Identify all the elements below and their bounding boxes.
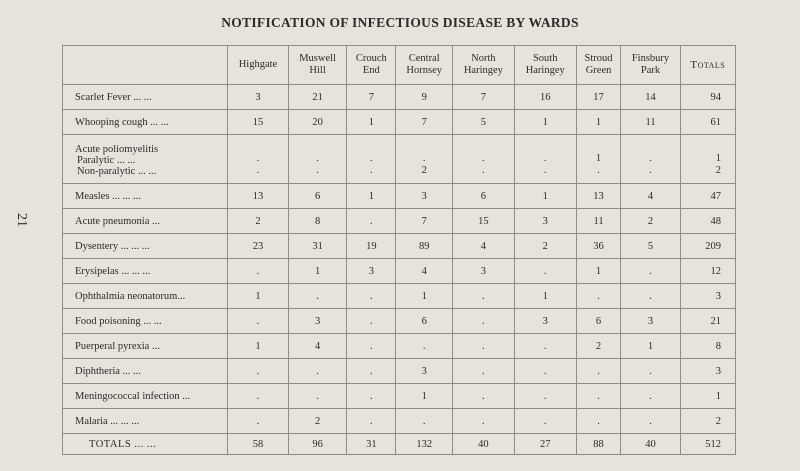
polio-nonparalytic-value: . — [370, 165, 373, 176]
table-row-polio — [63, 135, 736, 184]
header-south-haringey: South Haringey — [514, 46, 576, 85]
row-total: 12 — [680, 259, 735, 284]
cell-polio — [288, 135, 346, 184]
cell-polio — [347, 135, 396, 184]
cell: 6 — [396, 309, 452, 334]
column-total: 132 — [396, 434, 452, 455]
cell: 7 — [452, 85, 514, 110]
cell: . — [452, 334, 514, 359]
cell: 7 — [396, 110, 452, 135]
polio-nonparalytic-total: 2 — [715, 165, 721, 176]
cell: . — [621, 384, 680, 409]
row-total: 3 — [680, 284, 735, 309]
cell: . — [514, 384, 576, 409]
table-row — [63, 209, 736, 234]
cell: . — [396, 334, 452, 359]
cell: . — [288, 359, 346, 384]
cell: 3 — [514, 309, 576, 334]
cell: 3 — [621, 309, 680, 334]
cell: . — [347, 409, 396, 434]
table-row — [63, 110, 736, 135]
cell: 2 — [514, 234, 576, 259]
cell: . — [347, 334, 396, 359]
cell: 5 — [452, 110, 514, 135]
cell: 9 — [396, 85, 452, 110]
cell-polio — [621, 135, 680, 184]
header-central-hornsey: Central Hornsey — [396, 46, 452, 85]
table-row — [63, 384, 736, 409]
cell: 1 — [514, 284, 576, 309]
table-row — [63, 85, 736, 110]
cell: . — [228, 359, 289, 384]
cell: 14 — [621, 85, 680, 110]
cell: 7 — [396, 209, 452, 234]
cell: . — [228, 309, 289, 334]
table-row — [63, 359, 736, 384]
cell: 16 — [514, 85, 576, 110]
cell: 11 — [576, 209, 621, 234]
cell: 21 — [288, 85, 346, 110]
cell: 4 — [621, 184, 680, 209]
row-total: 8 — [680, 334, 735, 359]
cell: 3 — [228, 85, 289, 110]
table-row — [63, 184, 736, 209]
cell: 1 — [396, 284, 452, 309]
cell: 3 — [396, 359, 452, 384]
cell: 23 — [228, 234, 289, 259]
cell: . — [228, 384, 289, 409]
table-row — [63, 259, 736, 284]
cell: . — [514, 259, 576, 284]
row-total: 61 — [680, 110, 735, 135]
disease-label: Measles ... ... ... — [63, 184, 228, 209]
cell: 3 — [514, 209, 576, 234]
cell: . — [621, 359, 680, 384]
disease-label: Diphtheria ... ... — [63, 359, 228, 384]
column-total: 96 — [288, 434, 346, 455]
cell: 3 — [452, 259, 514, 284]
cell: 1 — [228, 334, 289, 359]
row-total: 209 — [680, 234, 735, 259]
cell: 3 — [347, 259, 396, 284]
column-total: 40 — [452, 434, 514, 455]
cell: 8 — [288, 209, 346, 234]
row-total: 48 — [680, 209, 735, 234]
cell: 13 — [228, 184, 289, 209]
disease-label: Food poisoning ... ... — [63, 309, 228, 334]
row-total: 1 — [680, 384, 735, 409]
polio-nonparalytic-value: . — [482, 165, 485, 176]
cell: 17 — [576, 85, 621, 110]
disease-label: Dysentery ... ... ... — [63, 234, 228, 259]
cell: 36 — [576, 234, 621, 259]
totals-label: TOTALS ... ... — [63, 434, 228, 455]
cell: 1 — [576, 259, 621, 284]
disease-label: Erysipelas ... ... ... — [63, 259, 228, 284]
cell: . — [396, 409, 452, 434]
cell: . — [621, 284, 680, 309]
header-disease — [63, 46, 228, 85]
table-row — [63, 334, 736, 359]
cell: 2 — [621, 209, 680, 234]
grand-total: 512 — [680, 434, 735, 455]
cell: 31 — [288, 234, 346, 259]
polio-nonparalytic-label: Non-paralytic ... ... — [77, 166, 157, 177]
table-row — [63, 409, 736, 434]
header-finsbury-park: Finsbury Park — [621, 46, 680, 85]
cell: 1 — [347, 110, 396, 135]
column-total: 27 — [514, 434, 576, 455]
cell: . — [576, 384, 621, 409]
header-totals: Totals — [680, 46, 735, 85]
cell: . — [621, 409, 680, 434]
cell: 15 — [228, 110, 289, 135]
cell: 7 — [347, 85, 396, 110]
cell: 6 — [576, 309, 621, 334]
cell: . — [452, 309, 514, 334]
cell: 2 — [228, 209, 289, 234]
header-crouch-end: Crouch End — [347, 46, 396, 85]
cell: . — [228, 409, 289, 434]
header-muswell-hill: Muswell Hill — [288, 46, 346, 85]
row-total: 94 — [680, 85, 735, 110]
cell: 3 — [396, 184, 452, 209]
cell: 19 — [347, 234, 396, 259]
disease-label: Malaria ... ... ... — [63, 409, 228, 434]
row-total: 2 — [680, 409, 735, 434]
column-total: 31 — [347, 434, 396, 455]
cell: . — [576, 284, 621, 309]
cell: 1 — [576, 110, 621, 135]
cell: 3 — [288, 309, 346, 334]
column-total: 40 — [621, 434, 680, 455]
cell: . — [347, 209, 396, 234]
page-number: 21 — [14, 213, 29, 227]
cell: 13 — [576, 184, 621, 209]
cell: . — [347, 284, 396, 309]
cell: 4 — [452, 234, 514, 259]
cell: 1 — [514, 110, 576, 135]
cell: . — [288, 384, 346, 409]
totals-row — [63, 434, 736, 455]
cell: 1 — [288, 259, 346, 284]
cell: . — [452, 284, 514, 309]
polio-paralytic-value: . — [316, 153, 319, 164]
cell: . — [347, 384, 396, 409]
polio-paralytic-value: 1 — [595, 153, 602, 164]
polio-paralytic-value: . — [482, 153, 485, 164]
table-row — [63, 284, 736, 309]
row-total: 47 — [680, 184, 735, 209]
cell: . — [514, 359, 576, 384]
polio-nonparalytic-value: . — [256, 165, 260, 176]
cell: 1 — [396, 384, 452, 409]
cell-polio — [576, 135, 621, 184]
cell: 2 — [288, 409, 346, 434]
polio-nonparalytic-value: . — [649, 165, 652, 176]
cell: 1 — [514, 184, 576, 209]
polio-nonparalytic-value: . — [543, 165, 547, 176]
polio-title: Acute poliomyelitis — [75, 144, 159, 155]
disease-label: Acute pneumonia ... — [63, 209, 228, 234]
cell: . — [347, 309, 396, 334]
polio-paralytic-label: Paralytic ... ... — [77, 155, 136, 166]
cell: . — [514, 334, 576, 359]
polio-paralytic-total: 1 — [715, 153, 721, 164]
cell: . — [288, 284, 346, 309]
page-title: NOTIFICATION OF INFECTIOUS DISEASE BY WARDS — [221, 15, 579, 30]
cell: 4 — [288, 334, 346, 359]
cell-polio — [514, 135, 576, 184]
disease-label: Puerperal pyrexia ... — [63, 334, 228, 359]
cell: 1 — [228, 284, 289, 309]
cell-polio — [452, 135, 514, 184]
polio-paralytic-value: . — [370, 153, 373, 164]
row-total: 21 — [680, 309, 735, 334]
disease-label: Meningococcal infection ... — [63, 384, 228, 409]
row-total-polio — [680, 135, 735, 184]
header-north-haringey: North Haringey — [452, 46, 514, 85]
cell: . — [452, 409, 514, 434]
polio-nonparalytic-value: . — [597, 165, 600, 176]
cell: 11 — [621, 110, 680, 135]
header-highgate: Highgate — [228, 46, 289, 85]
cell-polio — [228, 135, 289, 184]
disease-table — [62, 45, 736, 455]
polio-paralytic-value: . — [649, 153, 652, 164]
cell: 89 — [396, 234, 452, 259]
cell: . — [576, 409, 621, 434]
cell: . — [452, 384, 514, 409]
polio-nonparalytic-value: . — [316, 165, 319, 176]
polio-paralytic-value: . — [256, 153, 260, 164]
cell: 6 — [452, 184, 514, 209]
cell: . — [514, 409, 576, 434]
cell: 1 — [347, 184, 396, 209]
disease-label: Scarlet Fever ... ... — [63, 85, 228, 110]
cell: 20 — [288, 110, 346, 135]
cell: . — [347, 359, 396, 384]
row-total: 3 — [680, 359, 735, 384]
cell: 15 — [452, 209, 514, 234]
cell: 5 — [621, 234, 680, 259]
column-total: 88 — [576, 434, 621, 455]
polio-paralytic-value: . — [543, 153, 547, 164]
polio-paralytic-value: . — [422, 153, 426, 164]
cell: 6 — [288, 184, 346, 209]
cell: 1 — [621, 334, 680, 359]
table-header-row — [63, 46, 736, 85]
header-stroud-green: Stroud Green — [576, 46, 621, 85]
column-total: 58 — [228, 434, 289, 455]
cell-polio — [396, 135, 452, 184]
cell: 4 — [396, 259, 452, 284]
polio-nonparalytic-value: 2 — [421, 165, 427, 176]
cell: . — [452, 359, 514, 384]
cell: 2 — [576, 334, 621, 359]
table-row — [63, 234, 736, 259]
cell: . — [228, 259, 289, 284]
disease-label: Whooping cough ... ... — [63, 110, 228, 135]
disease-label: Ophthalmia neonatorum... — [63, 284, 228, 309]
cell: . — [621, 259, 680, 284]
disease-label-polio — [63, 135, 228, 184]
cell: . — [576, 359, 621, 384]
table-row — [63, 309, 736, 334]
